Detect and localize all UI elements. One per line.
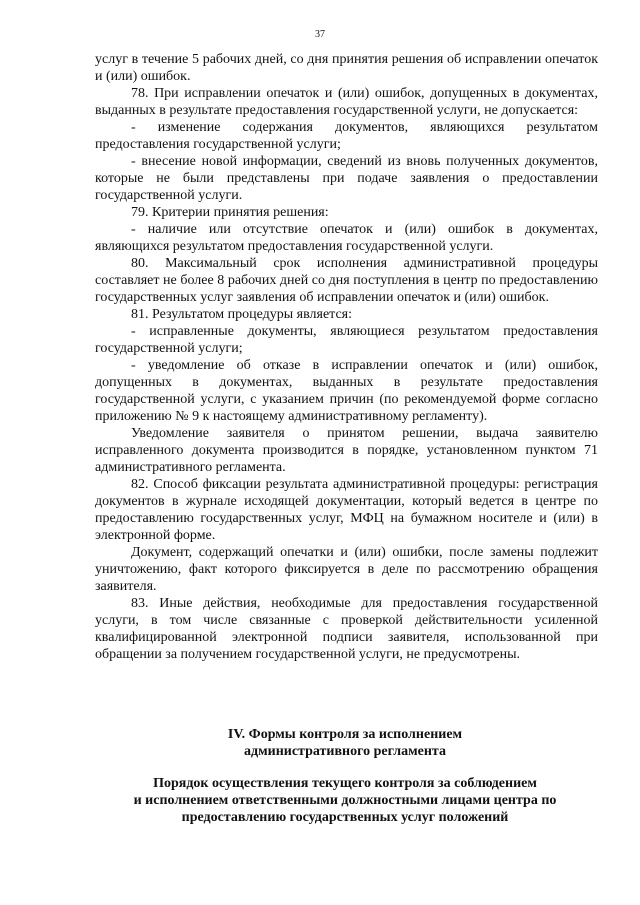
paragraph: 83. Иные действия, необходимые для предоставления государственной услуги, в том числе связанные с проверкой действительности усиленной квалифицированной электронной подписи заявителя, использованной при обращении за получением государственной услуги, не предусмотрены. (95, 596, 598, 662)
subsection-heading (60, 775, 630, 826)
paragraph: 82. Способ фиксации результата административной процедуры: регистрация документов в журнале исходящей документации, который ведется в центре по предоставлению государственных услуг, МФЦ на бумажном носителе и (или) в электронной форме. (95, 477, 598, 543)
paragraph: - наличие или отсутствие опечаток и (или) ошибок в документах, являющихся результатом предоставления государственной услуги. (95, 222, 598, 254)
paragraph: Документ, содержащий опечатки и (или) ошибки, после замены подлежит уничтожению, факт которого фиксируется в деле по рассмотрению обращения заявителя. (95, 545, 598, 594)
paragraph: 78. При исправлении опечаток и (или) ошибок, допущенных в документах, выданных в результате предоставления государственной услуги, не допускается: (95, 86, 598, 118)
paragraph: услуг в течение 5 рабочих дней, со дня принятия решения об исправлении опечаток и (или) ошибок. (95, 52, 598, 84)
paragraph: - изменение содержания документов, являющихся результатом предоставления государственной услуги; (95, 120, 598, 152)
paragraph: - уведомление об отказе в исправлении опечаток и (или) ошибок, допущенных в документах, выданных в результате предоставления государственной услуги, с указанием причин (по рекомендуемой форме согласно приложению № 9 к настоящему административному регламенту). (95, 358, 598, 424)
paragraph: 80. Максимальный срок исполнения административной процедуры составляет не более 8 рабочих дней со дня поступления в центр по предоставлению государственных услуг заявления об исправлении опечаток и (или) ошибок. (95, 256, 598, 305)
section-heading (60, 726, 630, 760)
subsection-heading-line: и исполнением ответственными должностными лицами центра по (133, 793, 557, 808)
paragraph: 81. Результатом процедуры является: (131, 307, 352, 322)
page-number: 37 (315, 29, 325, 40)
subsection-heading-line: предоставлению государственных услуг положений (181, 810, 509, 825)
paragraph: Уведомление заявителя о принятом решении, выдача заявителю исправленного документа производится в порядке, установленном пунктом 71 административного регламента. (95, 426, 598, 475)
paragraph: 79. Критерии принятия решения: (131, 205, 329, 220)
paragraph: - исправленные документы, являющиеся результатом предоставления государственной услуги; (95, 324, 598, 356)
body-text (95, 51, 598, 663)
section-heading-line: административного регламента (244, 744, 446, 759)
paragraph: - внесение новой информации, сведений из вновь полученных документов, которые не были представлены при подаче заявления о предоставлении государственной услуги. (95, 154, 598, 203)
section-heading-line: IV. Формы контроля за исполнением (227, 727, 463, 742)
subsection-heading-line: Порядок осуществления текущего контроля за соблюдением (153, 776, 537, 791)
